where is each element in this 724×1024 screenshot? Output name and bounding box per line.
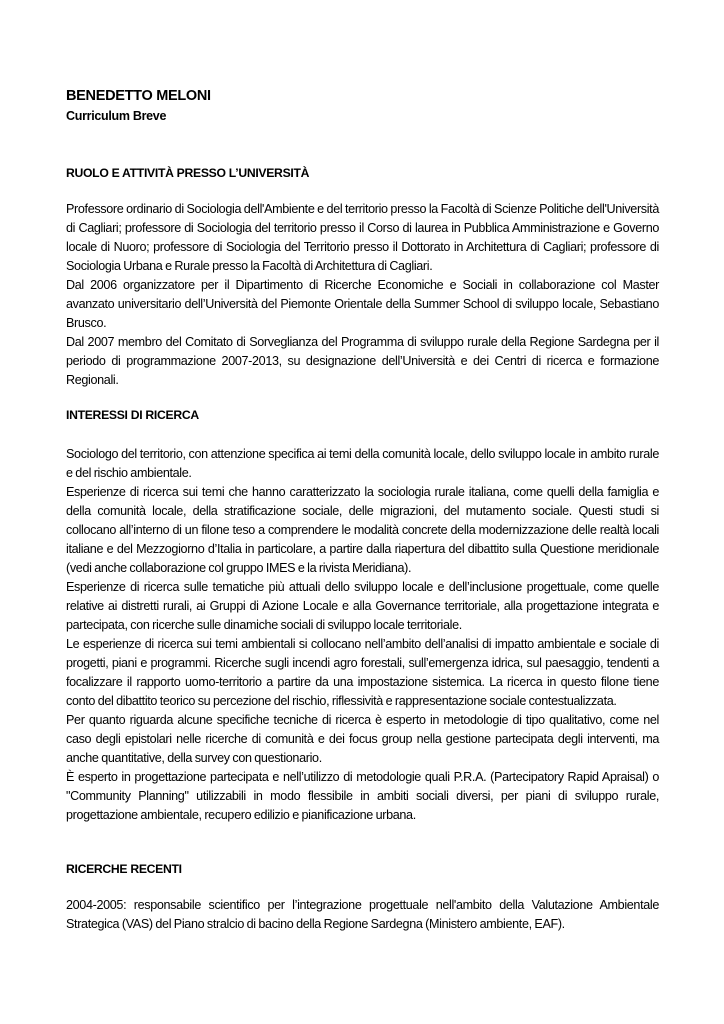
paragraph: Esperienze di ricerca sui temi che hanno caratterizzato la sociologia rurale italiana, come quelli della famiglia e della comunità locale, della stratificazione sociale, delle migrazioni, del mutamento sociale. Questi studi si collocano all’interno di un filone teso a comprendere le modalità concrete della modernizzazione delle realtà locali italiane e del Mezzogiorno d’Italia in particolare, a partire dalla riapertura del dibattito sulla Questione meridionale (vedi anche collaborazione col gruppo IMES e la rivista Meridiana). (66, 485, 659, 575)
paragraph: 2004-2005: responsabile scientifico per l’integrazione progettuale nell'ambito della Valutazione Ambientale Strategica (VAS) del Piano stralcio di bacino della Regione Sardegna (Ministero ambiente, EAF). (66, 898, 659, 931)
document-title: BENEDETTO MELONI (66, 88, 211, 104)
section-body-interessi (66, 445, 659, 825)
section-body-ricerche (66, 896, 659, 934)
document-subtitle: Curriculum Breve (66, 109, 167, 123)
paragraph: Per quanto riguarda alcune specifiche tecniche di ricerca è esperto in metodologie di tipo qualitativo, come nel caso degli epistolari nelle ricerche di comunità e dei focus group nella gestione partecipata degli interventi, ma anche quantitative, della survey con questionario. (66, 713, 659, 765)
paragraph: Dal 2006 organizzatore per il Dipartimento di Ricerche Economiche e Sociali in collaborazione col Master avanzato universitario dell’Università del Piemonte Orientale della Summer School di sviluppo locale, Sebastiano Brusco. (66, 278, 659, 330)
section-heading-ricerche: RICERCHE RECENTI (66, 862, 182, 876)
section-heading-interessi: INTERESSI DI RICERCA (66, 408, 199, 422)
paragraph: È esperto in progettazione partecipata e nell’utilizzo di metodologie quali P.R.A. (Partecipatory Rapid Apraisal) o "Community Planning" utilizzabili in modo flessibile in ambiti sociali diversi, per piani di sviluppo rurale, progettazione ambientale, recupero edilizio e pianificazione urbana. (66, 770, 659, 822)
paragraph: Professore ordinario di Sociologia dell'Ambiente e del territorio presso la Facoltà di Scienze Politiche dell'Università di Cagliari; professore di Sociologia del territorio presso il Corso di laurea in Pubblica Amministrazione e Governo locale di Nuoro; professore di Sociologia del Territorio presso il Dottorato in Architettura di Cagliari; professore di Sociologia Urbana e Rurale presso la Facoltà di Architettura di Cagliari. (66, 202, 659, 273)
section-heading-ruolo: RUOLO E ATTIVITÀ PRESSO L’UNIVERSITÀ (66, 166, 310, 180)
section-body-ruolo (66, 200, 659, 390)
paragraph: Sociologo del territorio, con attenzione specifica ai temi della comunità locale, dello sviluppo locale in ambito rurale e del rischio ambientale. (66, 447, 659, 480)
paragraph: Le esperienze di ricerca sui temi ambientali si collocano nell’ambito dell’analisi di impatto ambientale e sociale di progetti, piani e programmi. Ricerche sugli incendi agro forestali, sull’emergenza idrica, sul paesaggio, tendenti a focalizzare il rapporto uomo-territorio a partire da una impostazione sistemica. La ricerca in questo filone tiene conto del dibattito teorico su percezione del rischio, riflessività e rappresentazione sociale contestualizzata. (66, 637, 659, 708)
paragraph: Dal 2007 membro del Comitato di Sorveglianza del Programma di sviluppo rurale della Regione Sardegna per il periodo di programmazione 2007-2013, su designazione dell’Università e dei Centri di ricerca e formazione Regionali. (66, 335, 659, 387)
paragraph: Esperienze di ricerca sulle tematiche più attuali dello sviluppo locale e dell’inclusione progettuale, come quelle relative ai distretti rurali, ai Gruppi di Azione Locale e alla Governance territoriale, alla progettazione integrata e partecipata, con ricerche sulle dinamiche sociali di sviluppo locale territoriale. (66, 580, 659, 632)
